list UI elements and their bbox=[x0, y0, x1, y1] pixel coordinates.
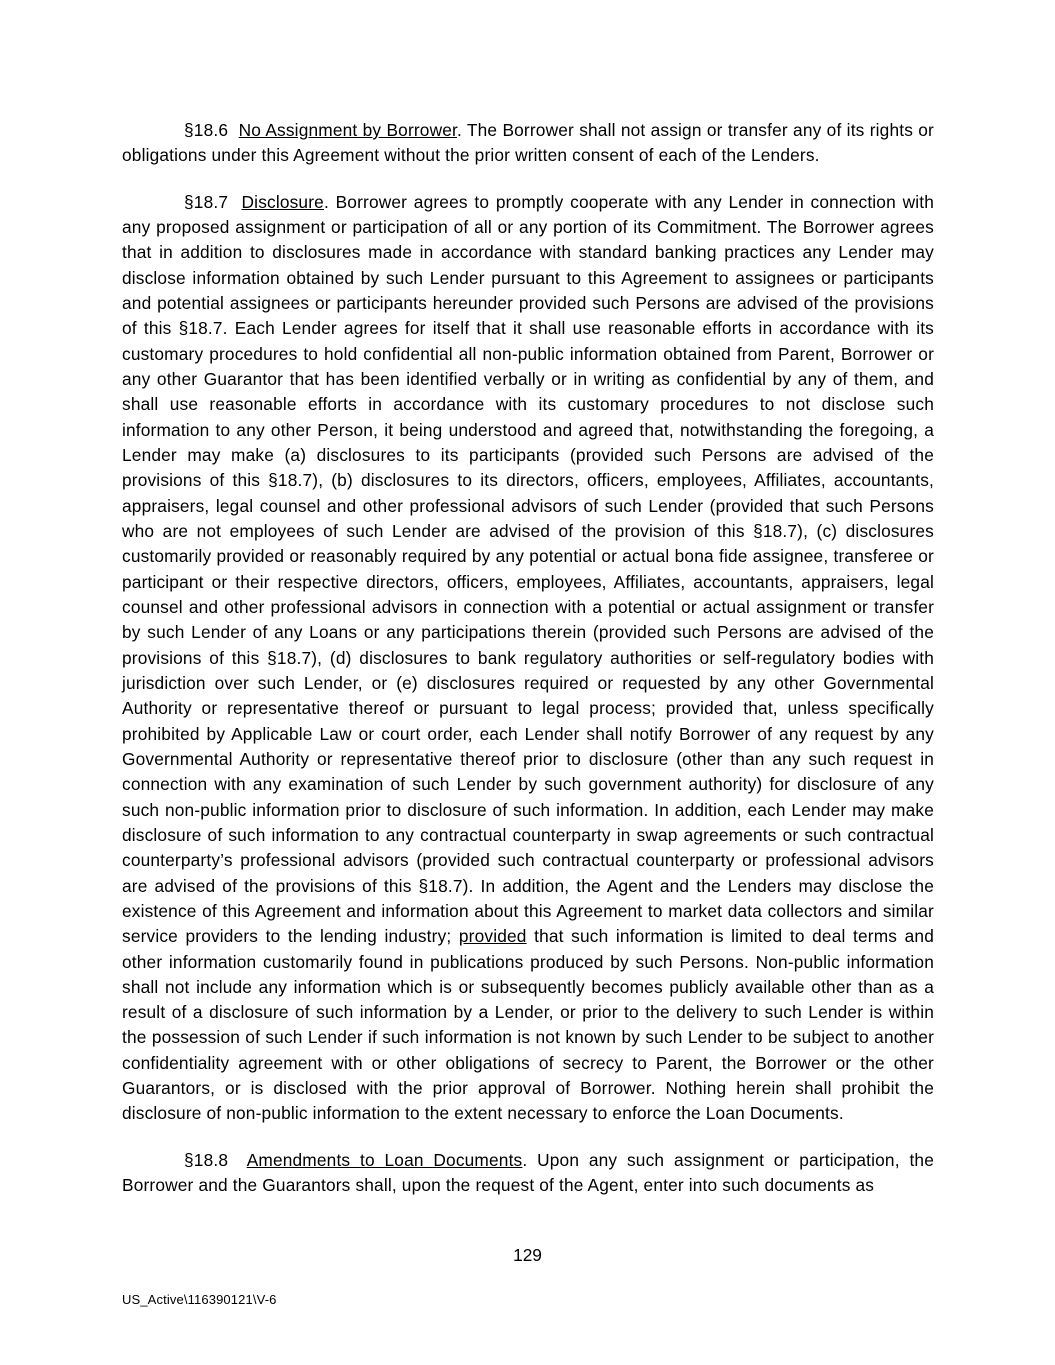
section-18-8-number: §18.8 bbox=[184, 1149, 229, 1170]
section-18-8-heading: Amendments to Loan Documents bbox=[246, 1149, 523, 1170]
section-18-8-text: . Upon any such assignment or participation, the Borrower and the Guarantors shall, upon the request of the Agent, enter into such documents as bbox=[122, 1149, 934, 1196]
section-18-7-paragraph bbox=[122, 190, 934, 1127]
section-18-6-text: . The Borrower shall not assign or transfer any of its rights or obligations under this Agreement without the prior written consent of each of the Lenders. bbox=[122, 120, 934, 166]
section-18-7-inline-underlined-term: provided bbox=[458, 926, 527, 947]
section-18-6-paragraph bbox=[122, 118, 934, 169]
page-number: 129 bbox=[513, 1245, 542, 1265]
section-18-8-paragraph bbox=[122, 1148, 934, 1199]
section-18-7-number: §18.7 bbox=[184, 191, 229, 212]
section-18-6-heading: No Assignment by Borrower bbox=[238, 120, 457, 140]
section-18-6-number: §18.6 bbox=[184, 120, 229, 140]
document-body bbox=[122, 118, 934, 1198]
section-18-7-text-part-2: that such information is limited to deal terms and other information customarily found in publications produced by such Persons. Non-public information shall not include any information which is or subsequently becomes publicly available other than as a result of a disclosure of such information by a Lender, or prior to the delivery to such Lender is within the possession of such Lender if such information is not known by such Lender to be subject to another confidentiality agreement with or other obligations of secrecy to Parent, the Borrower or the other Guarantors, or is disclosed with the prior approval of Borrower. Nothing herein shall prohibit the disclosure of non-public information to the extent necessary to enforce the Loan Documents. bbox=[122, 926, 934, 1124]
section-18-7-text-part-1: . Borrower agrees to promptly cooperate with any Lender in connection with any proposed assignment or participation of all or any portion of its Commitment. The Borrower agrees that in addition to disclosures made in accordance with standard banking practices any Lender may disclose information obtained by such Lender pursuant to this Agreement to assignees or participants and potential assignees or participants hereunder provided such Persons are advised of the provisions of this §18.7. Each Lender agrees for itself that it shall use reasonable efforts in accordance with its customary procedures to hold confidential all non-public information obtained from Parent, Borrower or any other Guarantor that has been identified verbally or in writing as confidential by any of them, and shall use reasonable efforts in accordance with its customary procedures to not disclose such information to any other Person, it being understood and agreed that, notwithstanding the foregoing, a Lender may make (a) disclosures to its participants (provided such Persons are advised of the provisions of this §18.7), (b) disclosures to its directors, officers, employees, Affiliates, accountants, appraisers, legal counsel and other professional advisors of such Lender (provided that such Persons who are not employees of such Lender are advised of the provision of this §18.7), (c) disclosures customarily provided or reasonably required by any potential or actual bona fide assignee, transferee or participant or their respective directors, officers, employees, Affiliates, accountants, appraisers, legal counsel and other professional advisors in connection with a potential or actual assignment or transfer by such Lender of any Loans or any participations therein (provided such Persons are advised of the provisions of this §18.7), (d) disclosures to bank regulatory authorities or self-regulatory bodies with jurisdiction over such Lender, or (e) disclosures required or requested by any other Governmental Authority or representative thereof or pursuant to legal process; provided that, unless specifically prohibited by Applicable Law or court order, each Lender shall notify Borrower of any request by any Governmental Authority or representative thereof prior to disclosure (other than any such request in connection with any examination of such Lender by such government authority) for disclosure of any such non-public information prior to disclosure of such information. In addition, each Lender may make disclosure of such information to any contractual counterparty in swap agreements or such contractual counterparty’s professional advisors (provided such contractual counterparty or professional advisors are advised of the provisions of this §18.7). In addition, the Agent and the Lenders may disclose the existence of this Agreement and information about this Agreement to market data collectors and similar service providers to the lending industry; bbox=[122, 191, 934, 947]
footer-reference: US_Active\116390121\V-6 bbox=[122, 1292, 277, 1307]
section-18-7-heading: Disclosure bbox=[241, 191, 324, 212]
